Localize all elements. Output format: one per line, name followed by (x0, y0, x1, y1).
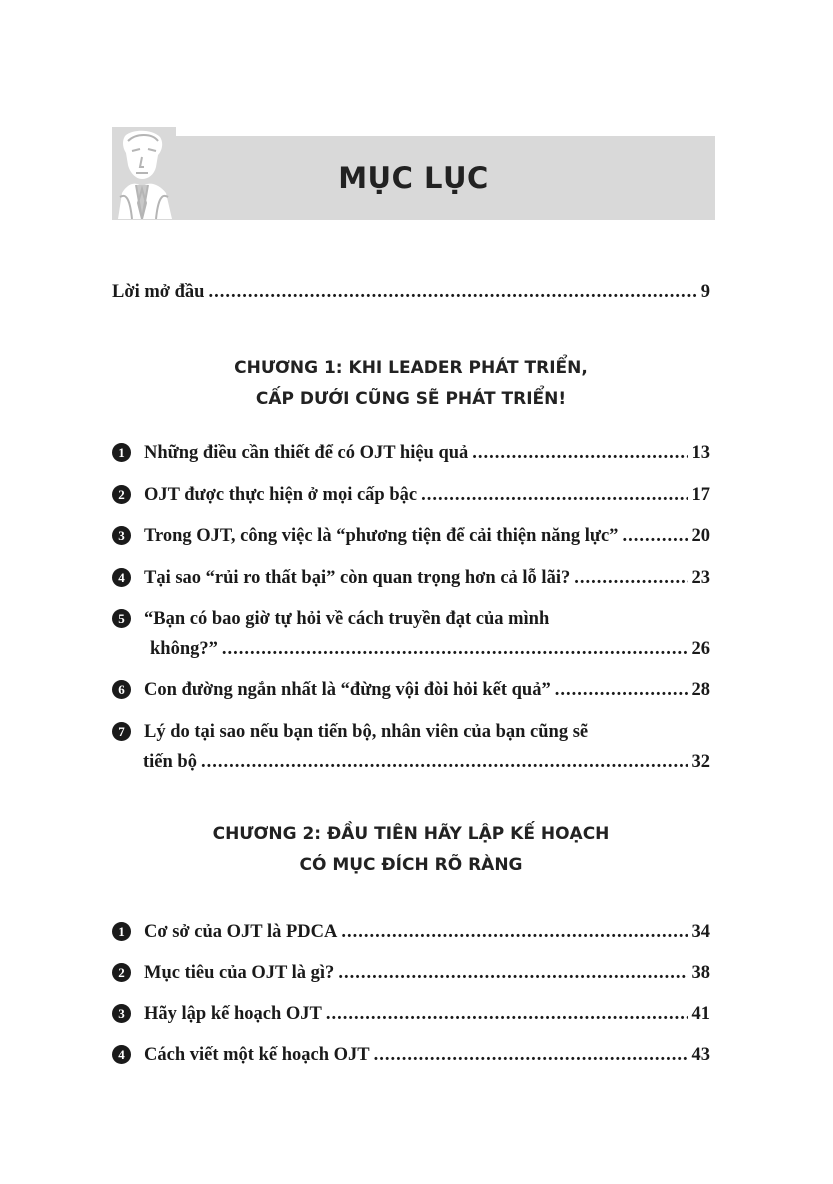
dot-leader (208, 280, 696, 304)
toc-entry-title: Mục tiêu của OJT là gì? (144, 963, 335, 983)
toc-entry-title: Lời mở đầu (112, 282, 205, 302)
number-badge: 3 (112, 1004, 131, 1023)
toc-entry-title: Cơ sở của OJT là PDCA (144, 922, 338, 942)
toc-entry-title: Hãy lập kế hoạch OJT (144, 1004, 322, 1024)
toc-entry-ch1-4[interactable] (112, 566, 710, 590)
number-badge: 6 (112, 680, 131, 699)
chapter-heading-line: CHƯƠNG 2: ĐẦU TIÊN HÃY LẬP KẾ HOẠCH (212, 824, 610, 844)
dot-leader (222, 637, 688, 661)
chapter-2-heading (112, 819, 710, 881)
toc-entry-page: 43 (691, 1045, 710, 1065)
dot-leader (374, 1043, 688, 1067)
dot-leader (421, 483, 687, 507)
toc-entry-ch1-3[interactable] (112, 524, 710, 548)
toc-entry-page: 32 (691, 752, 710, 772)
toc-entry-page: 13 (691, 443, 710, 463)
toc-entry-title-continued: tiến bộ (143, 752, 197, 772)
number-badge: 4 (112, 568, 131, 587)
chapter-heading-line: CÓ MỤC ĐÍCH RÕ RÀNG (299, 855, 523, 875)
toc-entry-title: Tại sao “rủi ro thất bại” còn quan trọng hơn cả lỗ lãi? (144, 568, 571, 588)
number-badge: 2 (112, 963, 131, 982)
dot-leader (555, 678, 688, 702)
toc-entry-ch1-1[interactable] (112, 441, 710, 465)
toc-entry-ch1-2[interactable] (112, 483, 710, 507)
number-badge: 4 (112, 1045, 131, 1064)
toc-entry-page: 23 (691, 568, 710, 588)
toc-entry-intro[interactable] (112, 280, 710, 304)
toc-entry-ch2-2[interactable] (112, 961, 710, 985)
toc-entry-title: Con đường ngắn nhất là “đừng vội đòi hỏi kết quả” (144, 680, 551, 700)
toc-entry-ch2-4[interactable] (112, 1043, 710, 1067)
chapter-heading-line: CẤP DƯỚI CŨNG SẼ PHÁT TRIỂN! (255, 389, 567, 409)
number-badge: 3 (112, 526, 131, 545)
toc-entry-title: Lý do tại sao nếu bạn tiến bộ, nhân viên của bạn cũng sẽ (144, 722, 589, 742)
toc-entry-page: 26 (691, 639, 710, 659)
dot-leader (574, 566, 687, 590)
dot-leader (622, 524, 687, 548)
toc-entry-page: 28 (691, 680, 710, 700)
toc-entry-page: 41 (691, 1004, 710, 1024)
toc-entry-page: 17 (691, 485, 710, 505)
toc-entry-title-continued: không?” (150, 639, 218, 659)
toc-entry-ch2-3[interactable] (112, 1002, 710, 1026)
dot-leader (201, 750, 688, 774)
toc-entry-ch1-6[interactable] (112, 678, 710, 702)
number-badge: 1 (112, 443, 131, 462)
page-title: MỤC LỤC (338, 161, 489, 195)
toc-entry-title: Cách viết một kế hoạch OJT (144, 1045, 370, 1065)
number-badge: 7 (112, 722, 131, 741)
toc-entry-ch1-5[interactable] (112, 607, 710, 661)
dot-leader (326, 1002, 688, 1026)
number-badge: 5 (112, 609, 131, 628)
dot-leader (472, 441, 687, 465)
toc-entry-page: 38 (691, 963, 710, 983)
toc-entry-page: 34 (691, 922, 710, 942)
number-badge: 1 (112, 922, 131, 941)
dot-leader (341, 920, 687, 944)
toc-entry-title: “Bạn có bao giờ tự hỏi về cách truyền đạt của mình (144, 609, 550, 629)
toc-entry-title: Trong OJT, công việc là “phương tiện để cải thiện năng lực” (144, 526, 619, 546)
toc-entry-title: OJT được thực hiện ở mọi cấp bậc (144, 485, 418, 505)
toc-entry-page: 20 (691, 526, 710, 546)
toc-entry-title: Những điều cần thiết để có OJT hiệu quả (144, 443, 469, 463)
number-badge: 2 (112, 485, 131, 504)
chapter-1-heading (112, 353, 710, 415)
chapter-heading-line: CHƯƠNG 1: KHI LEADER PHÁT TRIỂN, (234, 358, 588, 378)
toc-entry-ch2-1[interactable] (112, 920, 710, 944)
toc-entry-page: 9 (700, 282, 710, 302)
toc-entry-ch1-7[interactable] (112, 720, 710, 774)
dot-leader (338, 961, 687, 985)
